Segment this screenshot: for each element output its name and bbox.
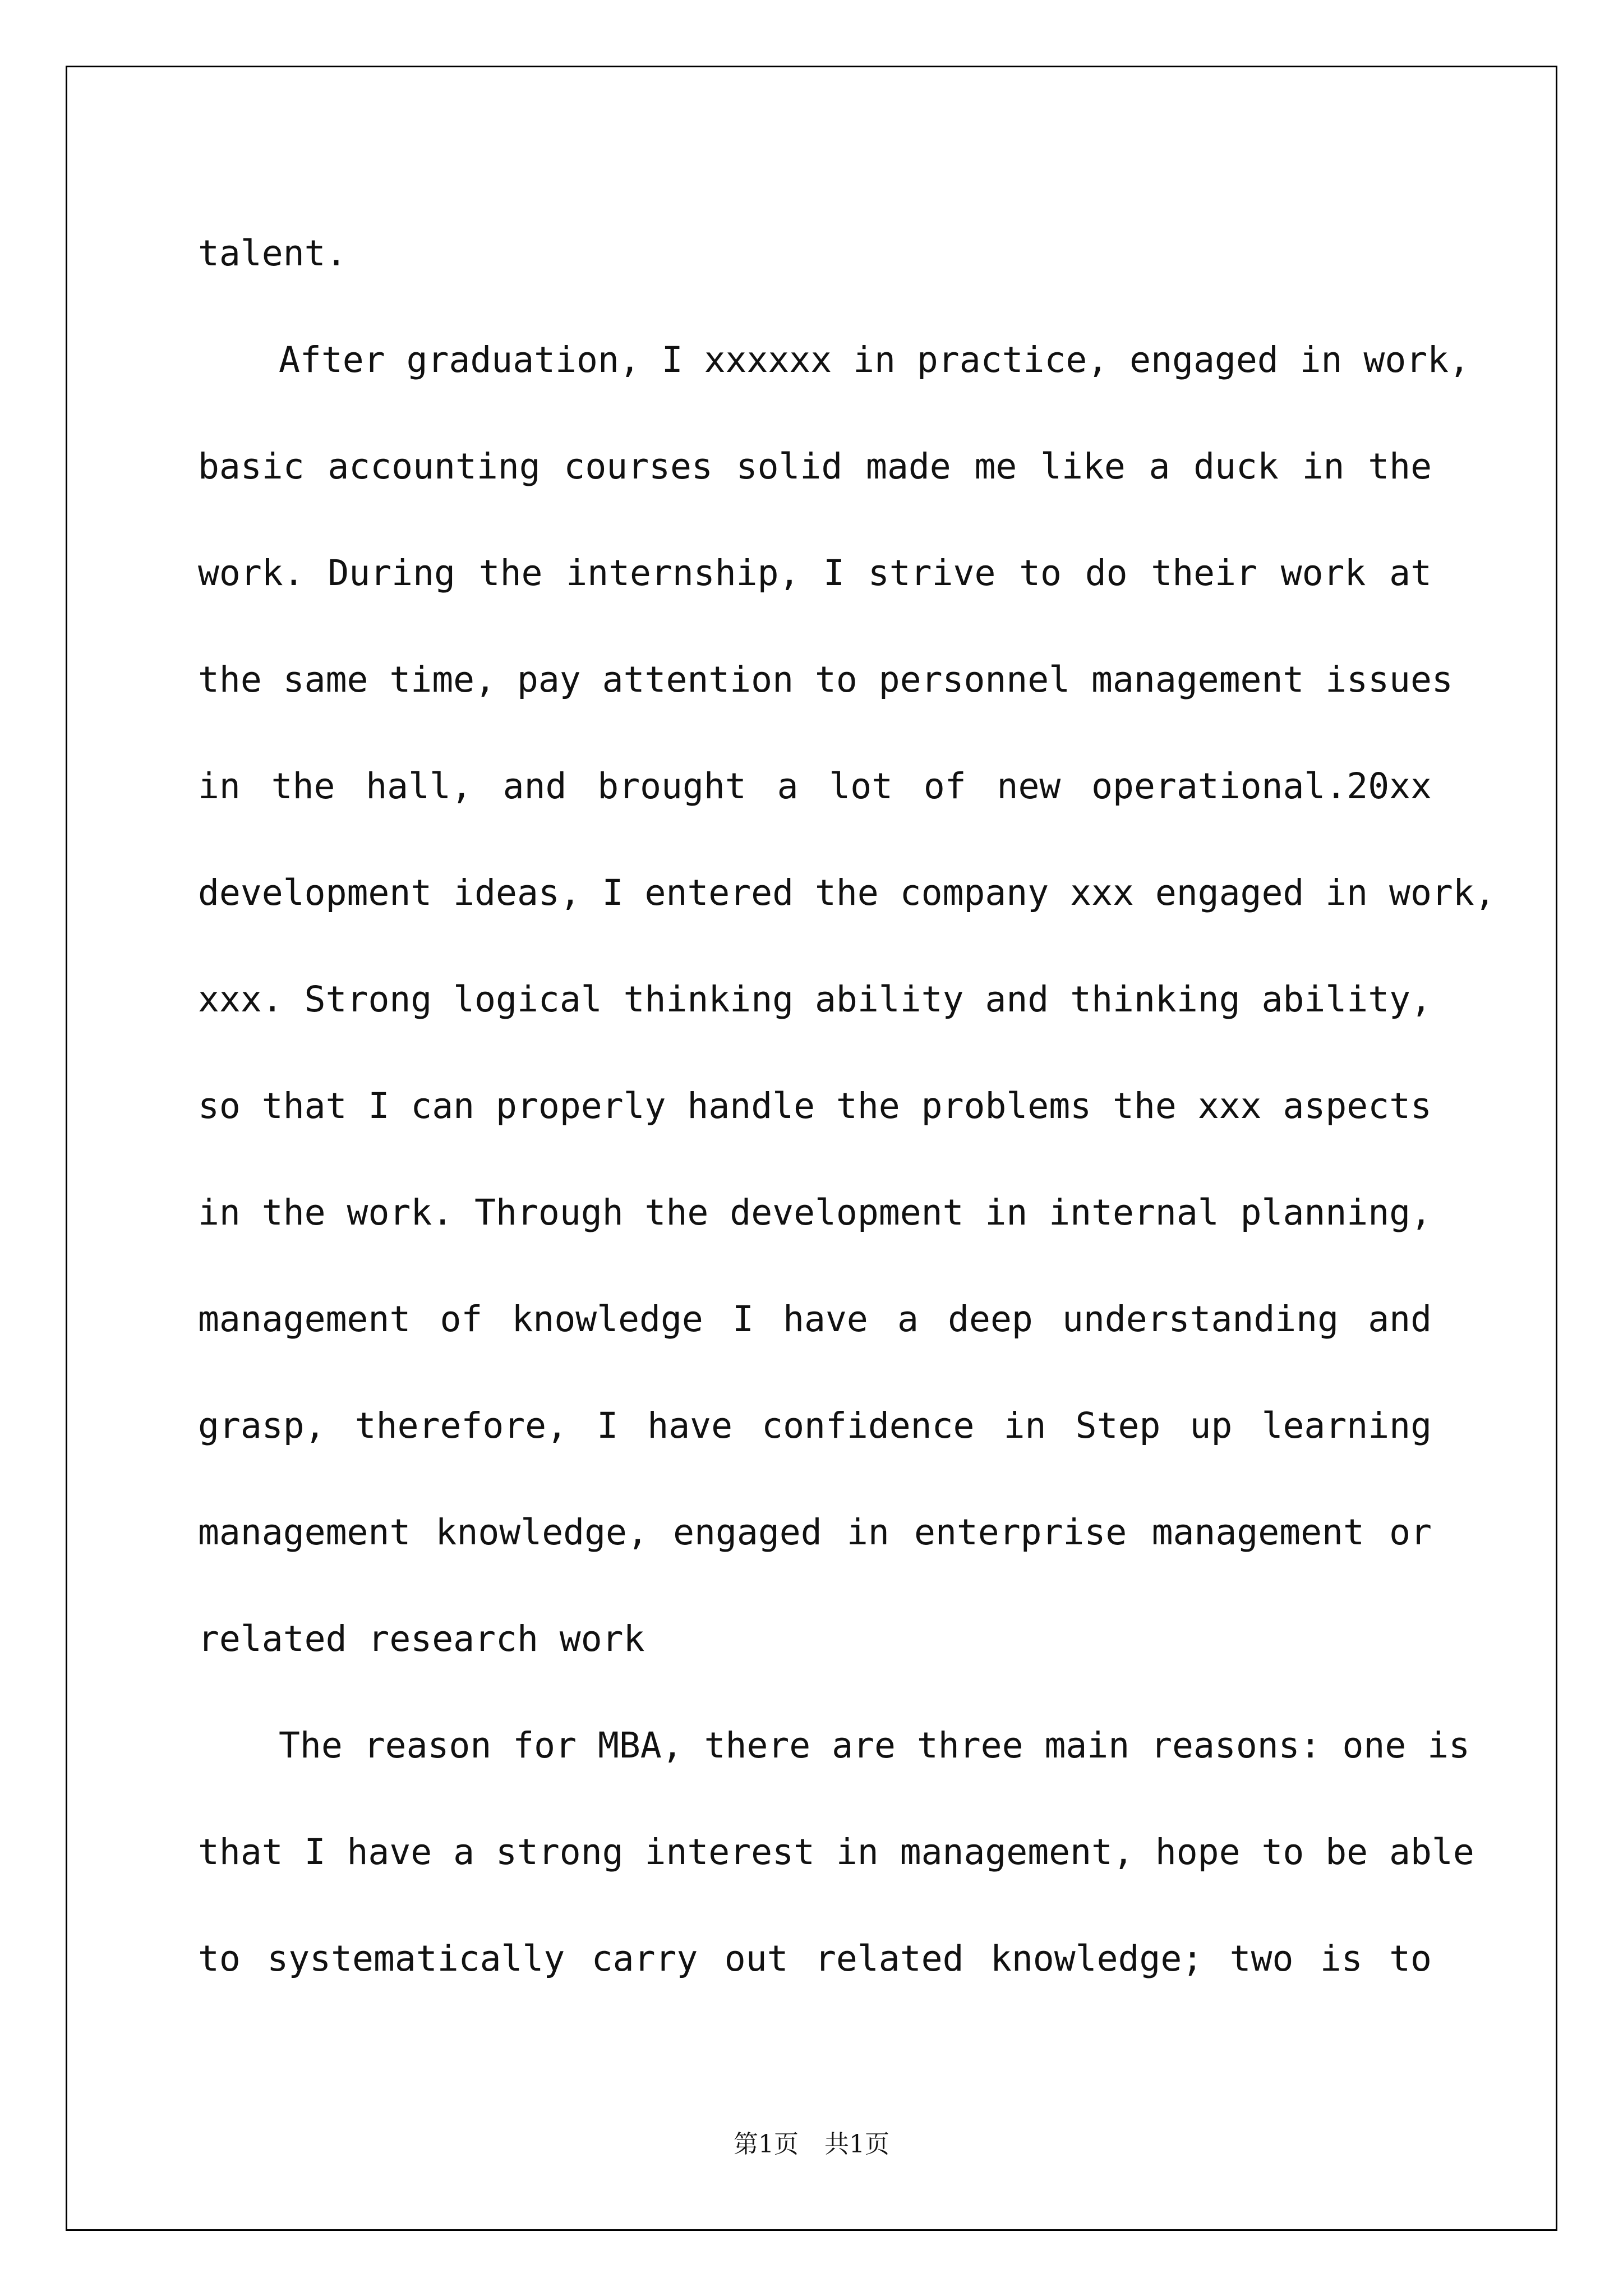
page-total: 共1页 — [824, 2130, 889, 2159]
text-line: in the hall, and brought a lot of new operational.20xx — [198, 766, 1432, 807]
text-line: grasp, therefore, I have confidence in Step up learning — [198, 1405, 1432, 1446]
text-line: development ideas, I entered the company xxx engaged in work, — [198, 872, 1496, 913]
text-line: management knowledge, engaged in enterprise management or — [198, 1512, 1432, 1553]
page-border — [66, 66, 1557, 2231]
text-line: work. During the internship, I strive to do their work at — [198, 553, 1432, 593]
text-line: the same time, pay attention to personnel management issues — [198, 659, 1453, 700]
text-line: to systematically carry out related knowledge; two is to — [198, 1938, 1432, 1979]
text-line: so that I can properly handle the problems the xxx aspects — [198, 1085, 1432, 1126]
page-footer — [0, 2129, 1623, 2160]
text-line: basic accounting courses solid made me like a duck in the — [198, 446, 1432, 487]
text-line: in the work. Through the development in internal planning, — [198, 1192, 1432, 1233]
text-line: management of knowledge I have a deep understanding and — [198, 1299, 1432, 1340]
text-line: that I have a strong interest in management, hope to be able — [198, 1832, 1474, 1872]
text-line: related research work — [198, 1618, 645, 1659]
page-number: 第1页 — [734, 2130, 799, 2159]
text-line: The reason for MBA, there are three main reasons: one is — [279, 1725, 1470, 1766]
text-line: talent. — [198, 233, 347, 274]
text-line: xxx. Strong logical thinking ability and thinking ability, — [198, 979, 1432, 1020]
text-line: After graduation, I xxxxxx in practice, engaged in work, — [279, 339, 1470, 380]
